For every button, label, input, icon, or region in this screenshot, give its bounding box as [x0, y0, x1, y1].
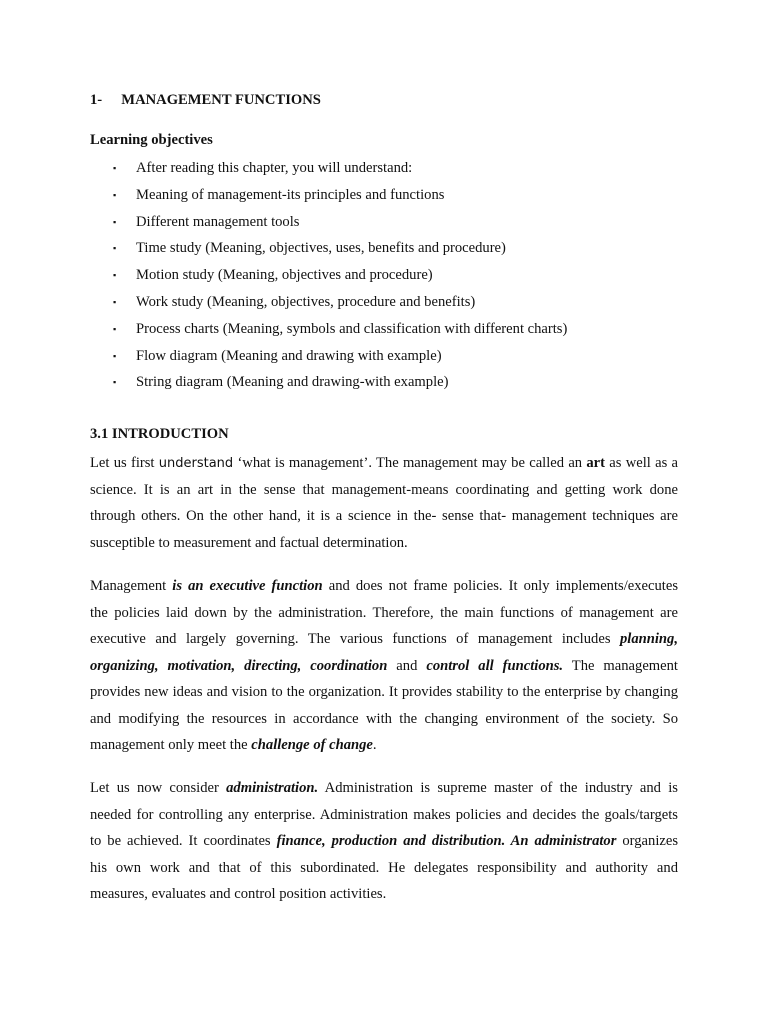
paragraph-line: Let us now consider administration. Administration is supreme master of the industry and is [90, 780, 678, 796]
bullet-icon: ▪ [113, 216, 117, 227]
bullet-icon: ▪ [113, 296, 117, 307]
learning-objective-text: Work study (Meaning, objectives, procedure and benefits) [136, 293, 476, 310]
bullet-icon: ▪ [113, 243, 117, 254]
chapter-title: MANAGEMENT FUNCTIONS [121, 92, 321, 108]
learning-objective-text: Meaning of management-its principles and functions [136, 186, 445, 203]
bullet-icon: ▪ [113, 189, 117, 200]
learning-objective-item [0, 265, 768, 292]
paragraph-line: Management is an executive function and does not frame policies. It only implements/executes [90, 578, 678, 594]
learning-objective-text: After reading this chapter, you will understand: [136, 160, 413, 176]
learning-objective-item [0, 319, 768, 346]
paragraph-line: measures, evaluates and control position activities. [90, 886, 387, 902]
section-title: 3.1 INTRODUCTION [90, 426, 229, 442]
paragraph-line: Let us first understand ‘what is management’. The management may be called an art as well as a [90, 455, 679, 471]
learning-objective-item [0, 185, 768, 212]
paragraph-line: executive and largely governing. The various functions of management includes planning, [90, 631, 678, 647]
learning-objective-item [0, 372, 768, 399]
learning-objectives-title: Learning objectives [90, 132, 213, 148]
bullet-icon: ▪ [113, 323, 117, 334]
paragraph-line: needed for controlling any enterprise. Administration makes policies and decides the goals/targets [90, 806, 678, 823]
intro-paragraph-3 [90, 778, 678, 911]
learning-objective-item [0, 346, 768, 373]
intro-paragraph-1 [90, 453, 678, 559]
learning-objective-text: Process charts (Meaning, symbols and classification with different charts) [136, 320, 568, 337]
paragraph-line: science. It is an art in the sense that management-means coordinating and getting work done [90, 481, 678, 498]
learning-objective-item [0, 238, 768, 265]
paragraph-line: and modifying the resources in accordance with the changing environment of the society. So [90, 710, 678, 727]
paragraph-line: management only meet the challenge of change. [90, 737, 377, 753]
learning-objective-text: String diagram (Meaning and drawing-with example) [136, 374, 449, 391]
learning-objective-item [0, 292, 768, 319]
paragraph-line: his own work and that of this subordinated. He delegates responsibility and authority and [90, 859, 678, 876]
learning-objectives-list [0, 158, 768, 399]
bullet-icon: ▪ [113, 377, 117, 388]
learning-objective-text: Flow diagram (Meaning and drawing with example) [136, 347, 442, 364]
paragraph-line: through others. On the other hand, it is a science in the- sense that- management techniques are [90, 508, 678, 524]
bullet-icon: ▪ [113, 270, 117, 281]
bullet-icon: ▪ [113, 350, 117, 361]
paragraph-line: organizing, motivation, directing, coordination and control all functions. The management [90, 657, 678, 674]
paragraph-line: the policies laid down by the administration. Therefore, the main functions of management are [90, 604, 678, 621]
chapter-number: 1- [90, 92, 103, 108]
learning-objective-text: Motion study (Meaning, objectives and procedure) [136, 267, 433, 284]
learning-objective-item [0, 212, 768, 239]
bullet-icon: ▪ [113, 163, 117, 173]
paragraph-line: to be achieved. It coordinates finance, production and distribution. An administrator organizes [90, 833, 679, 849]
paragraph-line: provides new ideas and vision to the organization. It provides stability to the enterprise by changing [90, 684, 678, 700]
learning-objective-text: Different management tools [136, 213, 300, 230]
paragraph-line: susceptible to measurement and factual determination. [90, 534, 408, 551]
learning-objective-text: Time study (Meaning, objectives, uses, benefits and procedure) [136, 240, 506, 257]
intro-paragraph-2 [90, 576, 678, 762]
chapter-heading [90, 92, 321, 109]
learning-objective-item [0, 158, 768, 185]
